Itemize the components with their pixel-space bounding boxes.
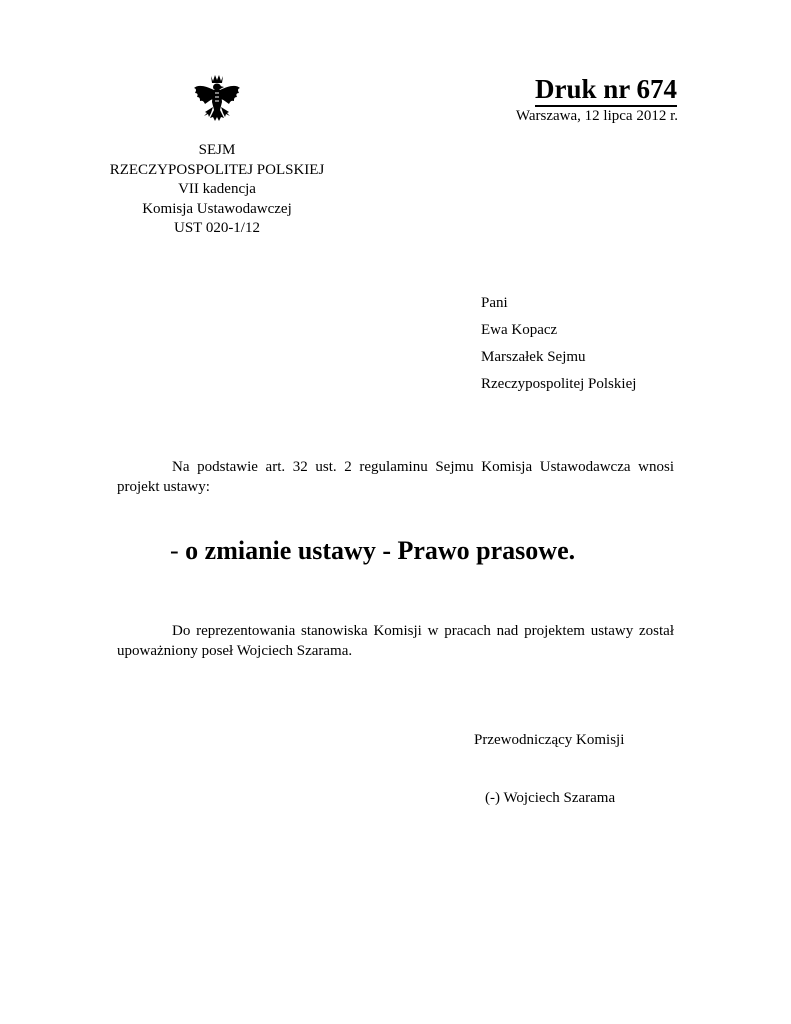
- sender-line: UST 020-1/12: [174, 220, 260, 236]
- addressee-line: Pani: [481, 295, 508, 311]
- polish-eagle-emblem-icon: [192, 72, 242, 124]
- sender-line: Komisja Ustawodawczej: [142, 200, 292, 217]
- intro-paragraph: Na podstawie art. 32 ust. 2 regulaminu Sejmu Komisja Ustawodawcza wnosi projekt ustawy:: [117, 459, 674, 495]
- place-and-date: Warszawa, 12 lipca 2012 r.: [515, 108, 678, 124]
- signatory-name: (-) Wojciech Szarama: [485, 790, 616, 806]
- bill-title-dash: -: [170, 536, 186, 565]
- sender-line: VII kadencja: [178, 181, 256, 197]
- representation-paragraph: Do reprezentowania stanowiska Komisji w pracach nad projektem ustawy został upoważniony poseł Wojciech Szarama.: [117, 623, 674, 659]
- addressee-line: Rzeczypospolitej Polskiej: [481, 376, 637, 392]
- print-number: Druk nr 674: [535, 74, 677, 107]
- addressee-line: Ewa Kopacz: [481, 322, 558, 338]
- sender-line: RZECZYPOSPOLITEJ POLSKIEJ: [109, 161, 325, 178]
- signatory-role: Przewodniczący Komisji: [474, 732, 625, 748]
- bill-title-text: o zmianie ustawy - Prawo prasowe.: [185, 536, 576, 565]
- sender-line: SEJM: [198, 142, 236, 158]
- addressee-block: [481, 290, 636, 398]
- bill-title: [170, 535, 575, 567]
- addressee-line: Marszałek Sejmu: [481, 349, 586, 365]
- sender-block: [86, 141, 348, 239]
